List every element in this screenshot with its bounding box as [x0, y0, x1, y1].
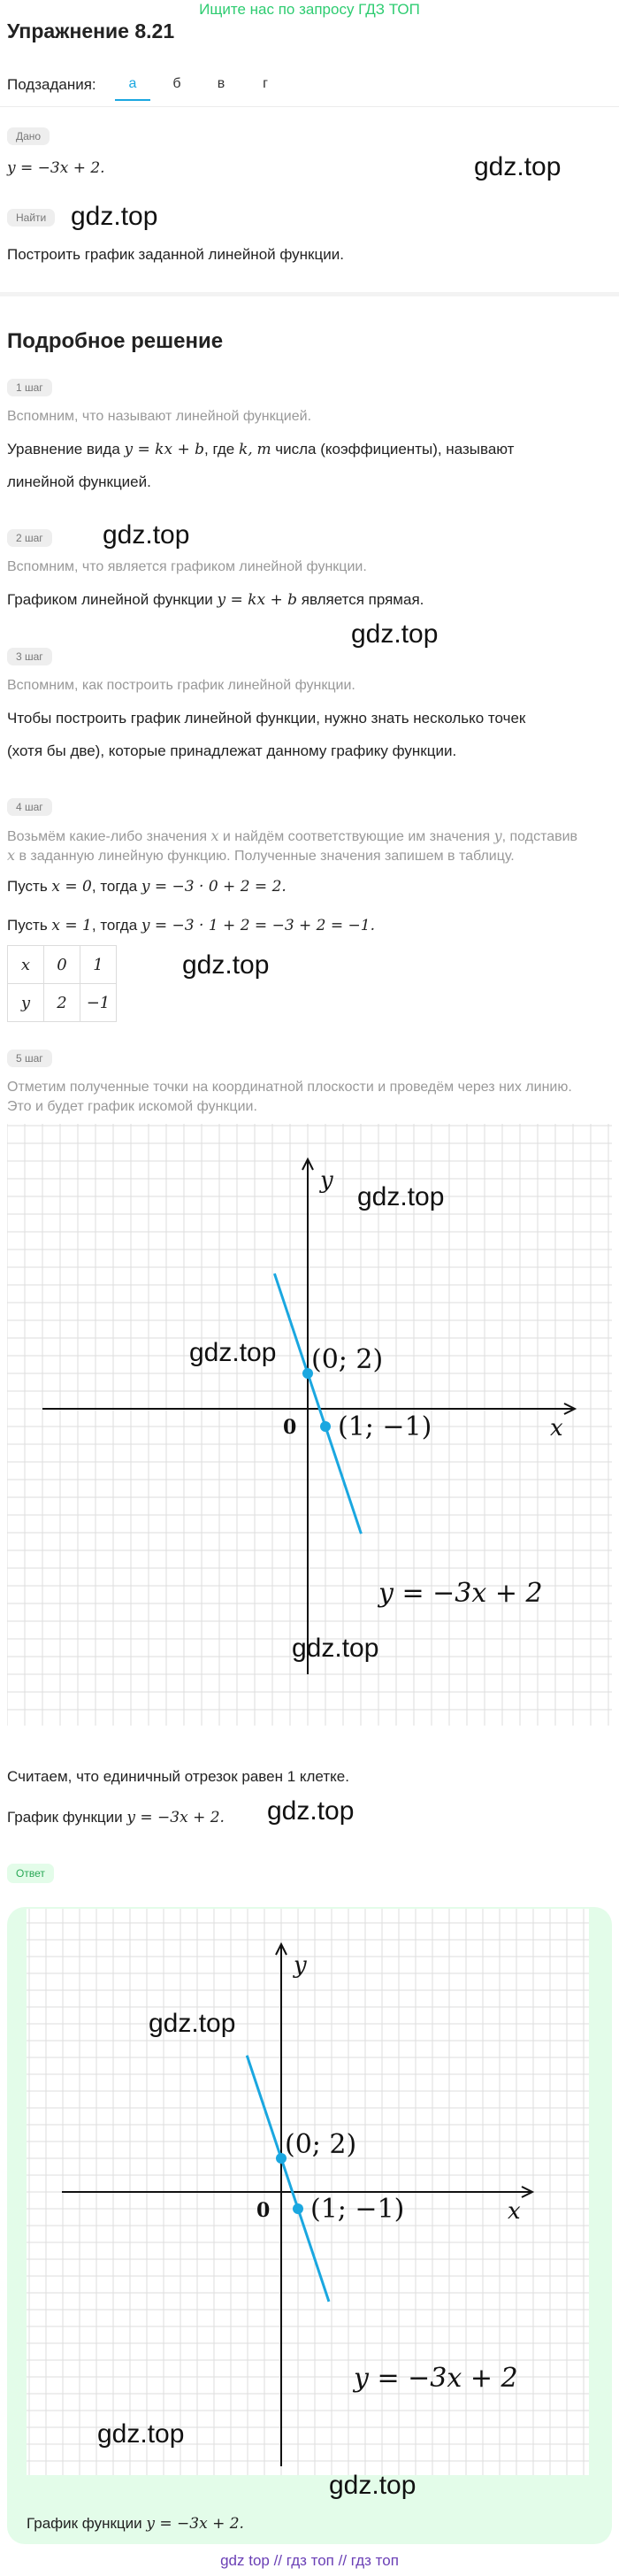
step-4-hint-d: в заданную линейную функцию. Полученные значения запишем в таблицу.: [15, 849, 515, 864]
table-cell: x: [8, 946, 44, 984]
step-4-hint-a: Возьмём какие-либо значения: [7, 829, 211, 844]
table-cell: 0: [44, 946, 80, 984]
graph-2-container: [27, 1909, 589, 2475]
watermark: gdz.top: [71, 202, 158, 231]
watermark: gdz.top: [474, 152, 562, 181]
step-4-hint-x2: x: [7, 847, 16, 864]
step-2-hint: Вспомним, что является графиком линейной функции.: [7, 559, 367, 574]
step-3-text-a: Чтобы построить график линейной функции, нужно знать несколько точек: [7, 710, 526, 727]
function-label: y = −3x + 2: [378, 1578, 543, 1609]
step-1-text-d: линейной функцией.: [7, 473, 151, 490]
step-4-hint-y: y: [493, 827, 502, 844]
step-2-text-a: Графиком линейной функции: [7, 591, 218, 608]
answer-caption: [27, 2513, 244, 2534]
step-1-text-c: числа (коэффициенты), называют: [271, 441, 515, 458]
given-formula: y = −3x + 2.: [7, 159, 105, 177]
origin-label: 0: [283, 1416, 297, 1439]
given-pill: Дано: [7, 127, 50, 145]
subtasks-label: Подзадания:: [7, 76, 96, 93]
step-5-hint-a: Отметим полученные точки на координатной плоскости и проведём через них линию.: [7, 1080, 572, 1095]
step-4-line-2-a: Пусть: [7, 917, 52, 934]
step-4-pill: 4 шаг: [7, 798, 52, 816]
graph-caption-a: График функции: [7, 1809, 127, 1826]
table-row: [8, 946, 117, 984]
step-3-pill: 3 шаг: [7, 648, 52, 665]
y-axis-label: y: [294, 1952, 307, 1979]
point-1-label: (0; 2): [285, 2129, 357, 2160]
answer-caption-formula: y = −3x + 2.: [146, 2515, 244, 2533]
values-table: [7, 945, 117, 1022]
x-axis-label: x: [508, 2198, 521, 2225]
step-4-line-1: [7, 876, 287, 897]
step-2-text-b: является прямая.: [297, 591, 424, 608]
step-4-line-2-formula: x = 1: [51, 917, 92, 934]
step-1-text: [7, 439, 514, 460]
tab-g[interactable]: г: [263, 76, 268, 91]
tabs-divider: [0, 106, 619, 107]
answer-caption-a: График функции: [27, 2515, 147, 2532]
watermark: gdz.top: [329, 2471, 416, 2500]
point-1-label: (0; 2): [311, 1344, 384, 1375]
step-4-hint-c: , подставив: [501, 829, 578, 844]
watermark: gdz.top: [149, 2009, 236, 2038]
x-axis-label: x: [550, 1415, 563, 1442]
step-2-formula: y = kx + b: [217, 591, 298, 609]
footer-links[interactable]: gdz top // гдз топ // гдз топ: [220, 2552, 399, 2569]
step-1-text-b: , где: [204, 441, 239, 458]
watermark: gdz.top: [189, 1338, 277, 1367]
watermark: gdz.top: [103, 520, 190, 550]
data-point: [293, 2203, 303, 2214]
step-1-m: m: [256, 441, 271, 458]
step-4-line-2-b: , тогда: [91, 917, 141, 934]
solution-title: Подробное решение: [7, 329, 224, 353]
step-4-hint-line-1: [7, 827, 577, 847]
watermark: gdz.top: [292, 1634, 379, 1663]
find-text: Построить график заданной линейной функции.: [7, 246, 344, 263]
graph-caption-formula: y = −3x + 2.: [126, 1809, 225, 1826]
active-tab-indicator: [115, 99, 150, 101]
graph-2: [27, 1909, 589, 2475]
step-4-line-1-b: , тогда: [91, 878, 141, 895]
step-4-line-1-formula: x = 0: [51, 878, 92, 896]
step-4-line-2-calc: y = −3 · 1 + 2 = −3 + 2 = −1.: [141, 917, 376, 934]
step-4-hint-x: x: [210, 827, 219, 844]
step-4-line-2: [7, 915, 375, 936]
watermark: gdz.top: [357, 1182, 445, 1211]
step-5-pill: 5 шаг: [7, 1050, 52, 1067]
watermark: gdz.top: [351, 619, 439, 649]
table-cell: y: [8, 984, 44, 1022]
point-2-label: (1; −1): [338, 1411, 432, 1442]
tab-b[interactable]: б: [172, 76, 181, 91]
step-4-line-1-a: Пусть: [7, 878, 52, 895]
table-row: [8, 984, 117, 1022]
step-3-text-b: (хотя бы две), которые принадлежат данному графику функции.: [7, 742, 457, 759]
origin-label: 0: [256, 2199, 271, 2222]
function-label: y = −3x + 2: [354, 2363, 518, 2394]
table-cell: 2: [44, 984, 80, 1022]
step-2-text: [7, 589, 424, 611]
watermark: gdz.top: [267, 1796, 355, 1826]
table-cell: 1: [80, 946, 117, 984]
step-1-hint: Вспомним, что называют линейной функцией.: [7, 409, 312, 424]
function-line: [274, 1273, 361, 1534]
step-4-hint-b: и найдём соответствующие им значения: [218, 829, 494, 844]
data-point: [320, 1421, 331, 1432]
unit-note: Считаем, что единичный отрезок равен 1 клетке.: [7, 1768, 349, 1785]
step-5-hint-b: Это и будет график искомой функции.: [7, 1099, 257, 1114]
step-2-pill: 2 шаг: [7, 529, 52, 547]
step-4-line-1-calc: y = −3 · 0 + 2 = 2.: [141, 878, 287, 896]
graph-caption: [7, 1807, 225, 1828]
section-divider: [0, 292, 619, 296]
page-title: Упражнение 8.21: [7, 19, 175, 42]
watermark: gdz.top: [182, 950, 270, 980]
step-1-formula: y = kx + b: [124, 441, 204, 458]
step-1-pill: 1 шаг: [7, 379, 52, 396]
step-1-text-a: Уравнение вида: [7, 441, 125, 458]
step-1-k: k,: [238, 441, 253, 458]
watermark: gdz.top: [97, 2419, 185, 2449]
search-banner[interactable]: Ищите нас по запросу ГДЗ ТОП: [199, 1, 420, 18]
function-line: [247, 2056, 329, 2302]
step-4-hint-line-2: [7, 846, 515, 866]
tab-v[interactable]: в: [217, 76, 225, 91]
step-3-hint: Вспомним, как построить график линейной функции.: [7, 678, 355, 693]
answer-pill: Ответ: [7, 1864, 54, 1883]
y-axis-label: y: [320, 1167, 333, 1194]
table-cell: −1: [80, 984, 117, 1022]
tab-a[interactable]: а: [128, 76, 137, 91]
find-pill: Найти: [7, 209, 55, 227]
point-2-label: (1; −1): [310, 2194, 405, 2225]
